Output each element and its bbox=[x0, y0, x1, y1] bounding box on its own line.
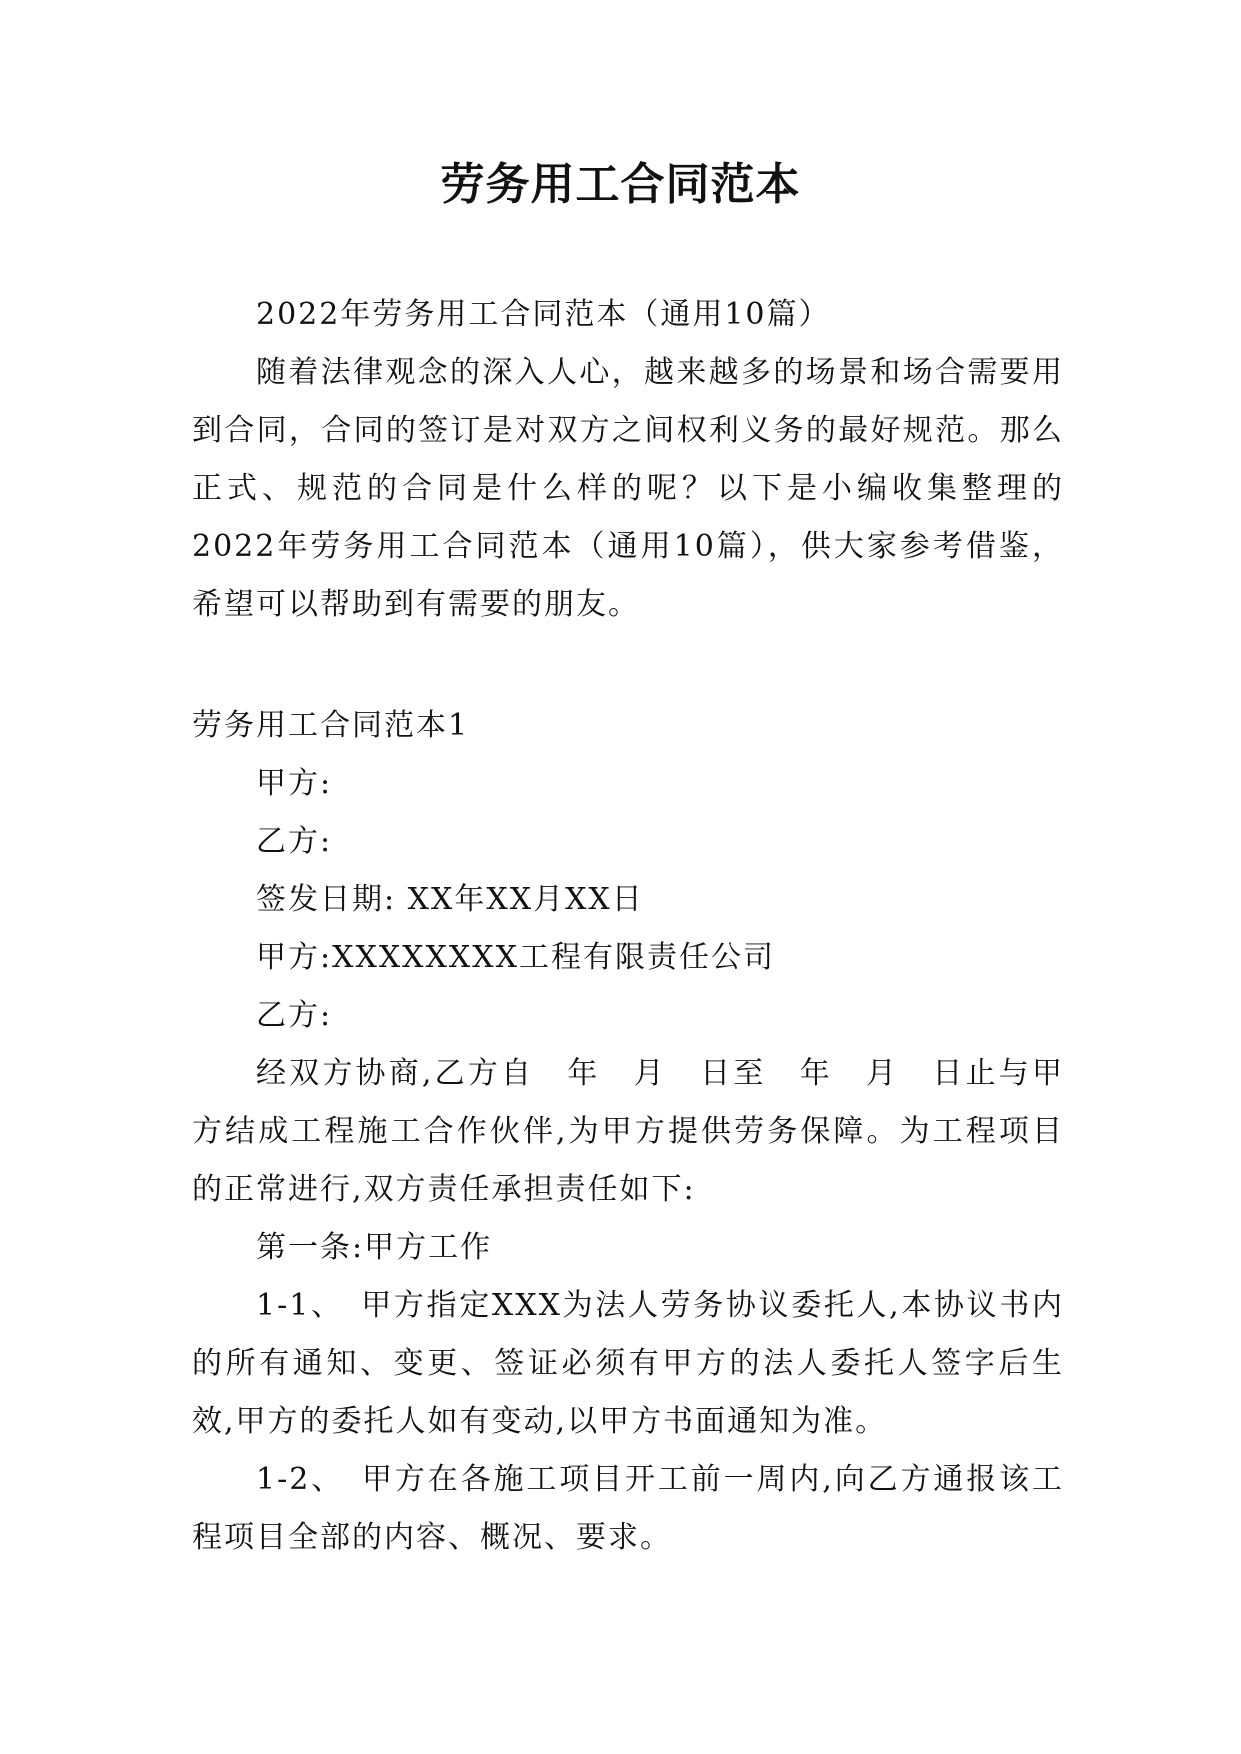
party-b-line: 乙方: bbox=[256, 824, 333, 859]
contract-heading: 劳务用工合同范本1 bbox=[192, 708, 470, 743]
subtitle-paragraph: 2022年劳务用工合同范本（通用10篇） bbox=[256, 297, 831, 332]
clause-1-1: 1-1、 甲方指定XXX为法人劳务协议委托人,本协议书内的所有通知、变更、签证必须有甲方的法人委托人签字后生效,甲方的委托人如有变动,以甲方书面通知为准。 bbox=[192, 1288, 1064, 1439]
intro-section bbox=[192, 286, 1064, 634]
contract-section bbox=[192, 697, 1064, 1567]
party-a-line: 甲方: bbox=[256, 766, 333, 801]
document-title: 劳务用工合同范本 bbox=[440, 159, 801, 210]
sign-date-line: 签发日期: XX年XX月XX日 bbox=[256, 882, 644, 917]
article-1-title: 第一条:甲方工作 bbox=[256, 1230, 493, 1265]
agreement-paragraph: 经双方协商,乙方自 年 月 日至 年 月 日止与甲方结成工程施工合作伙伴,为甲方提供劳务保障。为工程项目的正常进行,双方责任承担责任如下: bbox=[192, 1056, 1064, 1207]
clause-1-2: 1-2、 甲方在各施工项目开工前一周内,向乙方通报该工程项目全部的内容、概况、要求。 bbox=[192, 1462, 1064, 1555]
party-b-full-line: 乙方: bbox=[256, 998, 333, 1033]
party-a-full-line: 甲方:XXXXXXXX工程有限责任公司 bbox=[256, 940, 775, 975]
preface-paragraph: 随着法律观念的深入人心，越来越多的场景和场合需要用到合同，合同的签订是对双方之间权利义务的最好规范。那么正式、规范的合同是什么样的呢？以下是小编收集整理的2022年劳务用工合同范本（通用10篇），供大家参考借鉴，希望可以帮助到有需要的朋友。 bbox=[192, 355, 1064, 622]
